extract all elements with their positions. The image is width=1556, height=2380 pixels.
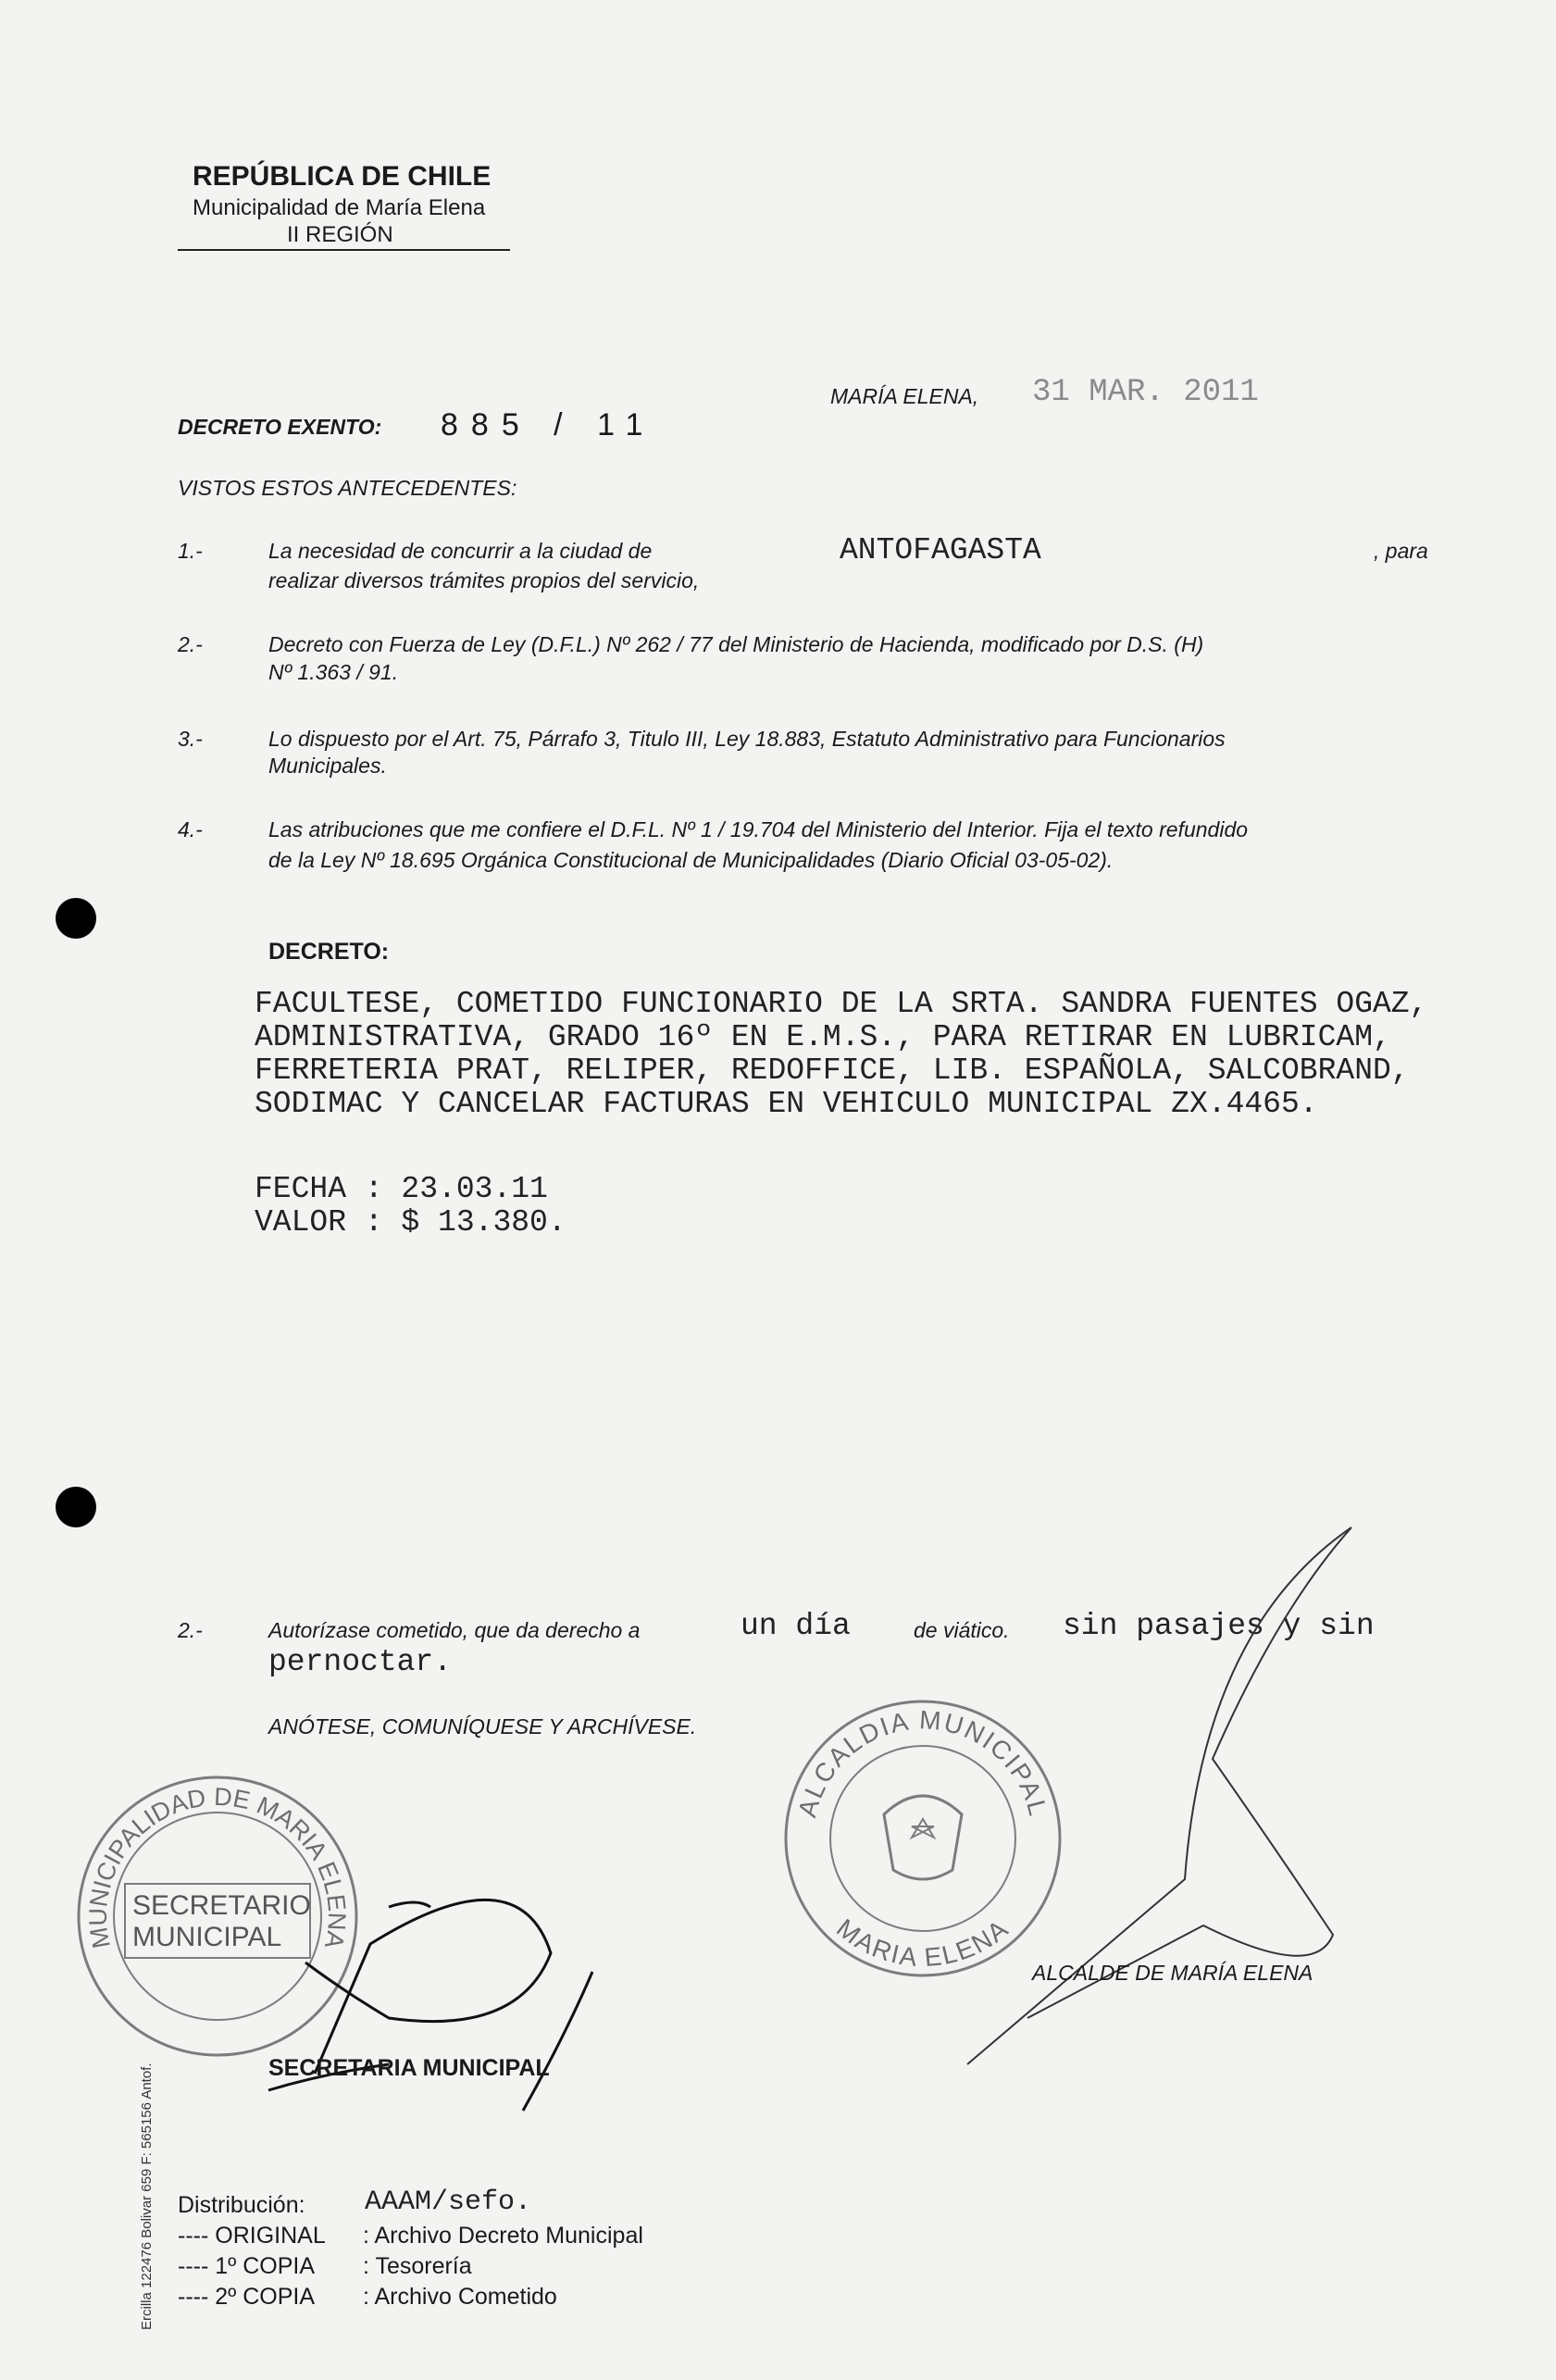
decree-label: DECRETO EXENTO: <box>178 415 382 439</box>
distribution-copy: ---- 2º COPIA <box>178 2284 316 2310</box>
mayor-seal <box>786 1701 1060 1975</box>
date-stamp: 31 MAR. 2011 <box>1032 375 1259 410</box>
item-number: 2.- <box>178 1618 203 1642</box>
place-label: MARÍA ELENA, <box>830 384 979 408</box>
city-value: ANTOFAGASTA <box>840 533 1041 567</box>
body-line: FACULTESE, COMETIDO FUNCIONARIO DE LA SRTA. SANDRA FUENTES OGAZ, <box>255 987 1428 1021</box>
distribution-copy: ---- 1º COPIA <box>178 2253 316 2279</box>
item-text: Autorízase cometido, que da derecho a <box>268 1618 641 1642</box>
seal-text: MUNICIPAL <box>132 1922 282 1952</box>
valor: VALOR : $ 13.380. <box>255 1205 566 1240</box>
printer-note: Ercilla 122476 Bolivar 659 F: 565156 Antof. <box>139 2062 155 2330</box>
body-line: FERRETERIA PRAT, RELIPER, REDOFFICE, LIB. ESPAÑOLA, SALCOBRAND, <box>255 1053 1410 1088</box>
distribution-dest: : Archivo Decreto Municipal <box>363 2223 643 2249</box>
decree-number: 885 / 11 <box>441 407 656 442</box>
body-line: ADMINISTRATIVA, GRADO 16º EN E.M.S., PARA RETIRAR EN LUBRICAM, <box>255 1020 1391 1054</box>
item-number: 4.- <box>178 817 203 841</box>
item-text: Decreto con Fuerza de Ley (D.F.L.) Nº 262 / 77 del Ministerio de Hacienda, modificado por D.S. (H) <box>268 632 1204 656</box>
closing-text: ANÓTESE, COMUNÍQUESE Y ARCHÍVESE. <box>268 1714 697 1738</box>
secretary-title: SECRETARIA MUNICIPAL <box>268 2055 550 2081</box>
item-text: de la Ley Nº 18.695 Orgánica Constitucional de Municipalidades (Diario Oficial 03-05-02). <box>268 848 1114 872</box>
item-text: Municipales. <box>268 754 387 778</box>
distribution-initials: AAAM/sefo. <box>365 2187 532 2218</box>
item-text: Lo dispuesto por el Art. 75, Párrafo 3, Titulo III, Ley 18.883, Estatuto Administrativo para Funcionarios <box>268 727 1226 751</box>
svg-text:MARIA ELENA <box>831 1913 1015 1972</box>
seal-text: ALCALDIA MUNICIPAL <box>792 1705 1053 1821</box>
extra-value: sin pasajes y sin <box>1063 1609 1375 1643</box>
item-text: Las atribuciones que me confiere el D.F.L. Nº 1 / 19.704 del Ministerio del Interior. Fija el texto refundido <box>268 817 1249 841</box>
days-value: un día <box>741 1609 851 1643</box>
header-region: II REGIÓN <box>287 222 393 247</box>
header-country: REPÚBLICA DE CHILE <box>193 161 492 192</box>
item-text: Nº 1.363 / 91. <box>268 660 399 684</box>
distribution-dest: : Tesorería <box>363 2253 472 2279</box>
header-municipality: Municipalidad de María Elena <box>193 195 486 220</box>
vistos-title: VISTOS ESTOS ANTECEDENTES: <box>178 476 517 500</box>
seal-text: MUNICIPALIDAD DE MARIA ELENA <box>83 1782 352 1951</box>
item-number: 3.- <box>178 727 203 751</box>
body-line: SODIMAC Y CANCELAR FACTURAS EN VEHICULO MUNICIPAL ZX.4465. <box>255 1087 1318 1121</box>
distribution-copy: ---- ORIGINAL <box>178 2223 326 2249</box>
mayor-title: ALCALDE DE MARÍA ELENA <box>1032 1961 1313 1985</box>
seal-text: SECRETARIO <box>132 1890 311 1921</box>
item-text: de viático. <box>914 1618 1010 1642</box>
svg-text:ALCALDIA MUNICIPAL <box>792 1705 1052 1820</box>
fecha: FECHA : 23.03.11 <box>255 1172 548 1206</box>
distribution-dest: : Archivo Cometido <box>363 2284 557 2310</box>
extra-value: pernoctar. <box>268 1645 453 1679</box>
seal-text: MARIA ELENA <box>831 1913 1015 1973</box>
item-text: , para <box>1374 539 1428 563</box>
item-number: 1.- <box>178 539 203 563</box>
decreto-title: DECRETO: <box>268 939 390 965</box>
item-text: realizar diversos trámites propios del servicio, <box>268 568 700 592</box>
item-text: La necesidad de concurrir a la ciudad de <box>268 539 653 563</box>
item-number: 2.- <box>178 632 203 656</box>
distribution-label: Distribución: <box>178 2192 305 2218</box>
